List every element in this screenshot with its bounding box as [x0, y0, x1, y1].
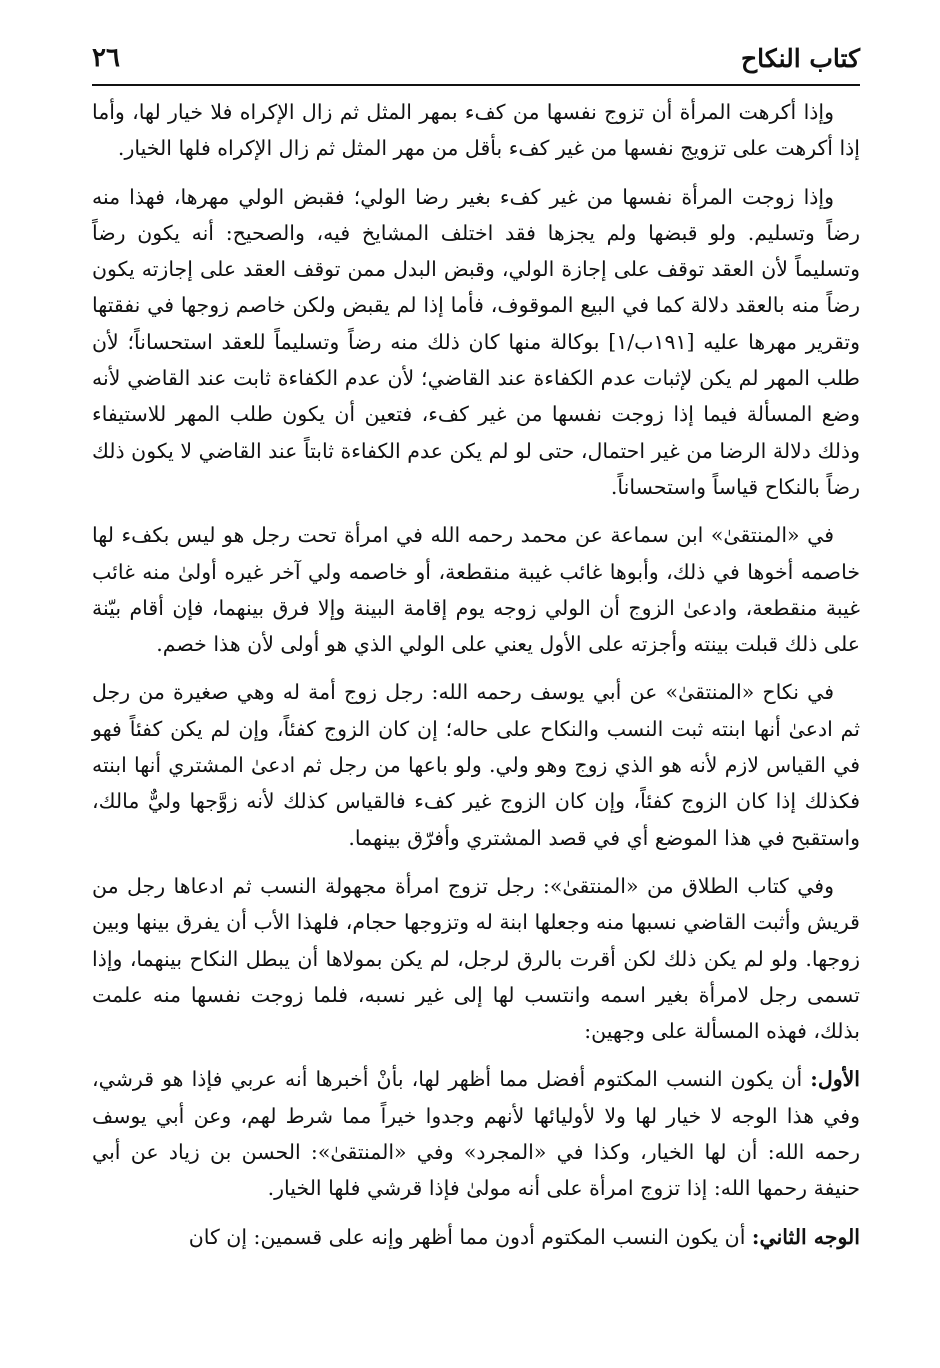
paragraph-2: [92, 179, 860, 506]
paragraph-6-text: أن يكون النسب المكتوم أفضل مما أظهر لها، بأنْ أخبرها أنه عربي فإذا هو قرشي، وفي هذا الوجه لا خيار لها ولا لأوليائها لأنهم وجدوا خيراً مما شرط لهم، وعن أبي يوسف رحمه الله: أن لها الخيار، وكذا في «المجرد» وفي «المنتقىٰ»: الحسن بن زياد عن أبي حنيفة رحمها الله: إذا تزوج امرأة على أنه مولىٰ فإذا قرشي فلها الخيار.: [92, 1067, 860, 1201]
header-rule: [92, 84, 860, 86]
book-title: كتاب النكاح: [741, 43, 860, 73]
paragraph-4: [92, 674, 860, 855]
paragraph-4-text: في نكاح «المنتقىٰ» عن أبي يوسف رحمه الله: رجل زوج أمة له وهي صغيرة من رجل ثم ادعىٰ أنها ابنته ثبت النسب والنكاح على حاله؛ إن كان الزوج كفئاً، وإن لم يكن كفئاً فهو في القياس لازم لأنه هو الذي زوج وهو ولي. ولو باعها من رجل ثم ادعىٰ المشتري أنها ابنته فكذلك إذا كان الزوج كفئاً، وإن كان الزوج غير كفء فالقياس كذلك لأنه زوَّجها وليٌّ مالك، واستقبح في هذا الموضع أي في قصد المشتري وأفرّق بينهما.: [92, 680, 860, 850]
paragraph-5-text: وفي كتاب الطلاق من «المنتقىٰ»: رجل تزوج امرأة مجهولة النسب ثم ادعاها رجل من قريش وأثبت القاضي نسبها منه وجعلها ابنة له وتزوجها حجام، فلهذا الأب أن يفرق بينها وبين زوجها. ولو لم يكن ذلك لكن أقرت بالرق لرجل، لم يكن بمولاها أن يبطل النكاح بينهما، وإذا تسمى رجل لامرأة بغير اسمه وانتسب لها إلى غير نسبه، فلما زوجت نفسها منه علمت بذلك، فهذه المسألة على وجهين:: [92, 873, 860, 1044]
paragraph-6: [92, 1061, 860, 1206]
page-number: ٢٦: [92, 43, 120, 73]
paragraph-3-text: في «المنتقىٰ» ابن سماعة عن محمد رحمه الله في امرأة تحت رجل هو ليس بكفء لها خاصمه أخوها في ذلك، وأبوها غائب غيبة منقطعة، أو خاصمه ولي آخر غيره أولىٰ منه غائب غيبة منقطعة، وادعىٰ الزوج أن الولي زوجه يوم إقامة البينة وإلا فرق بينهما، فإن أقام بيّنة على ذلك قبلت بينته وأجزته على الأول يعني على الولي الذي هو أولى لأن هذا خصم.: [92, 523, 860, 657]
paragraph-7-text: أن يكون النسب المكتوم أدون مما أظهر وإنه على قسمين: إن كان: [188, 1224, 752, 1249]
paragraph-3: [92, 517, 860, 662]
running-head: [92, 38, 860, 78]
paragraph-7: [92, 1219, 860, 1255]
paragraph-6-lead: الأول:: [810, 1067, 860, 1092]
paragraph-5: [92, 868, 860, 1049]
body-text: [92, 94, 860, 1267]
paragraph-7-lead: الوجه الثاني:: [751, 1224, 860, 1249]
paragraph-1-text: وإذا أكرهت المرأة أن تزوج نفسها من كفء بمهر المثل ثم زال الإكراه فلا خيار لها، وأما إذا أكرهت على تزويج نفسها من غير كفء بأقل من مهر المثل ثم زال الإكراه فلها الخيار.: [92, 100, 860, 161]
paragraph-1: [92, 94, 860, 167]
paragraph-2-text: وإذا زوجت المرأة نفسها من غير كفء بغير رضا الولي؛ فقبض الولي مهرها، فهذا منه رضاً وتسليم. ولو قبضها ولم يجزها فقد اختلف المشايخ فيه، والصحيح: أنه يكون رضاً وتسليماً لأن العقد توقف على إجازة الولي، وقبض البدل ممن توقف العقد على إجازته يكون رضاً منه بالعقد دلالة كما في البيع الموقوف، فأما إذا لم يقبض ولكن خاصم زوجها في نفقتها وتقرير مهرها عليه [١٩١ب/١] بوكالة منها كان ذلك منه رضاً وتسليماً للعقد استحساناً؛ لأن طلب المهر لم يكن لإثبات عدم الكفاءة عند القاضي؛ لأن عدم الكفاءة ثابت عند القاضي لأنه وضع المسألة فيما إذا زوجت نفسها من غير كفء، فتعين أن يكون طلب المهر للاستيفاء وذلك دلالة الرضا من غير احتمال، حتى لو لم يكن عدم الكفاءة ثابتاً عند القاضي لا يكون ذلك رضاً بالنكاح قياساً واستحساناً.: [92, 184, 860, 499]
